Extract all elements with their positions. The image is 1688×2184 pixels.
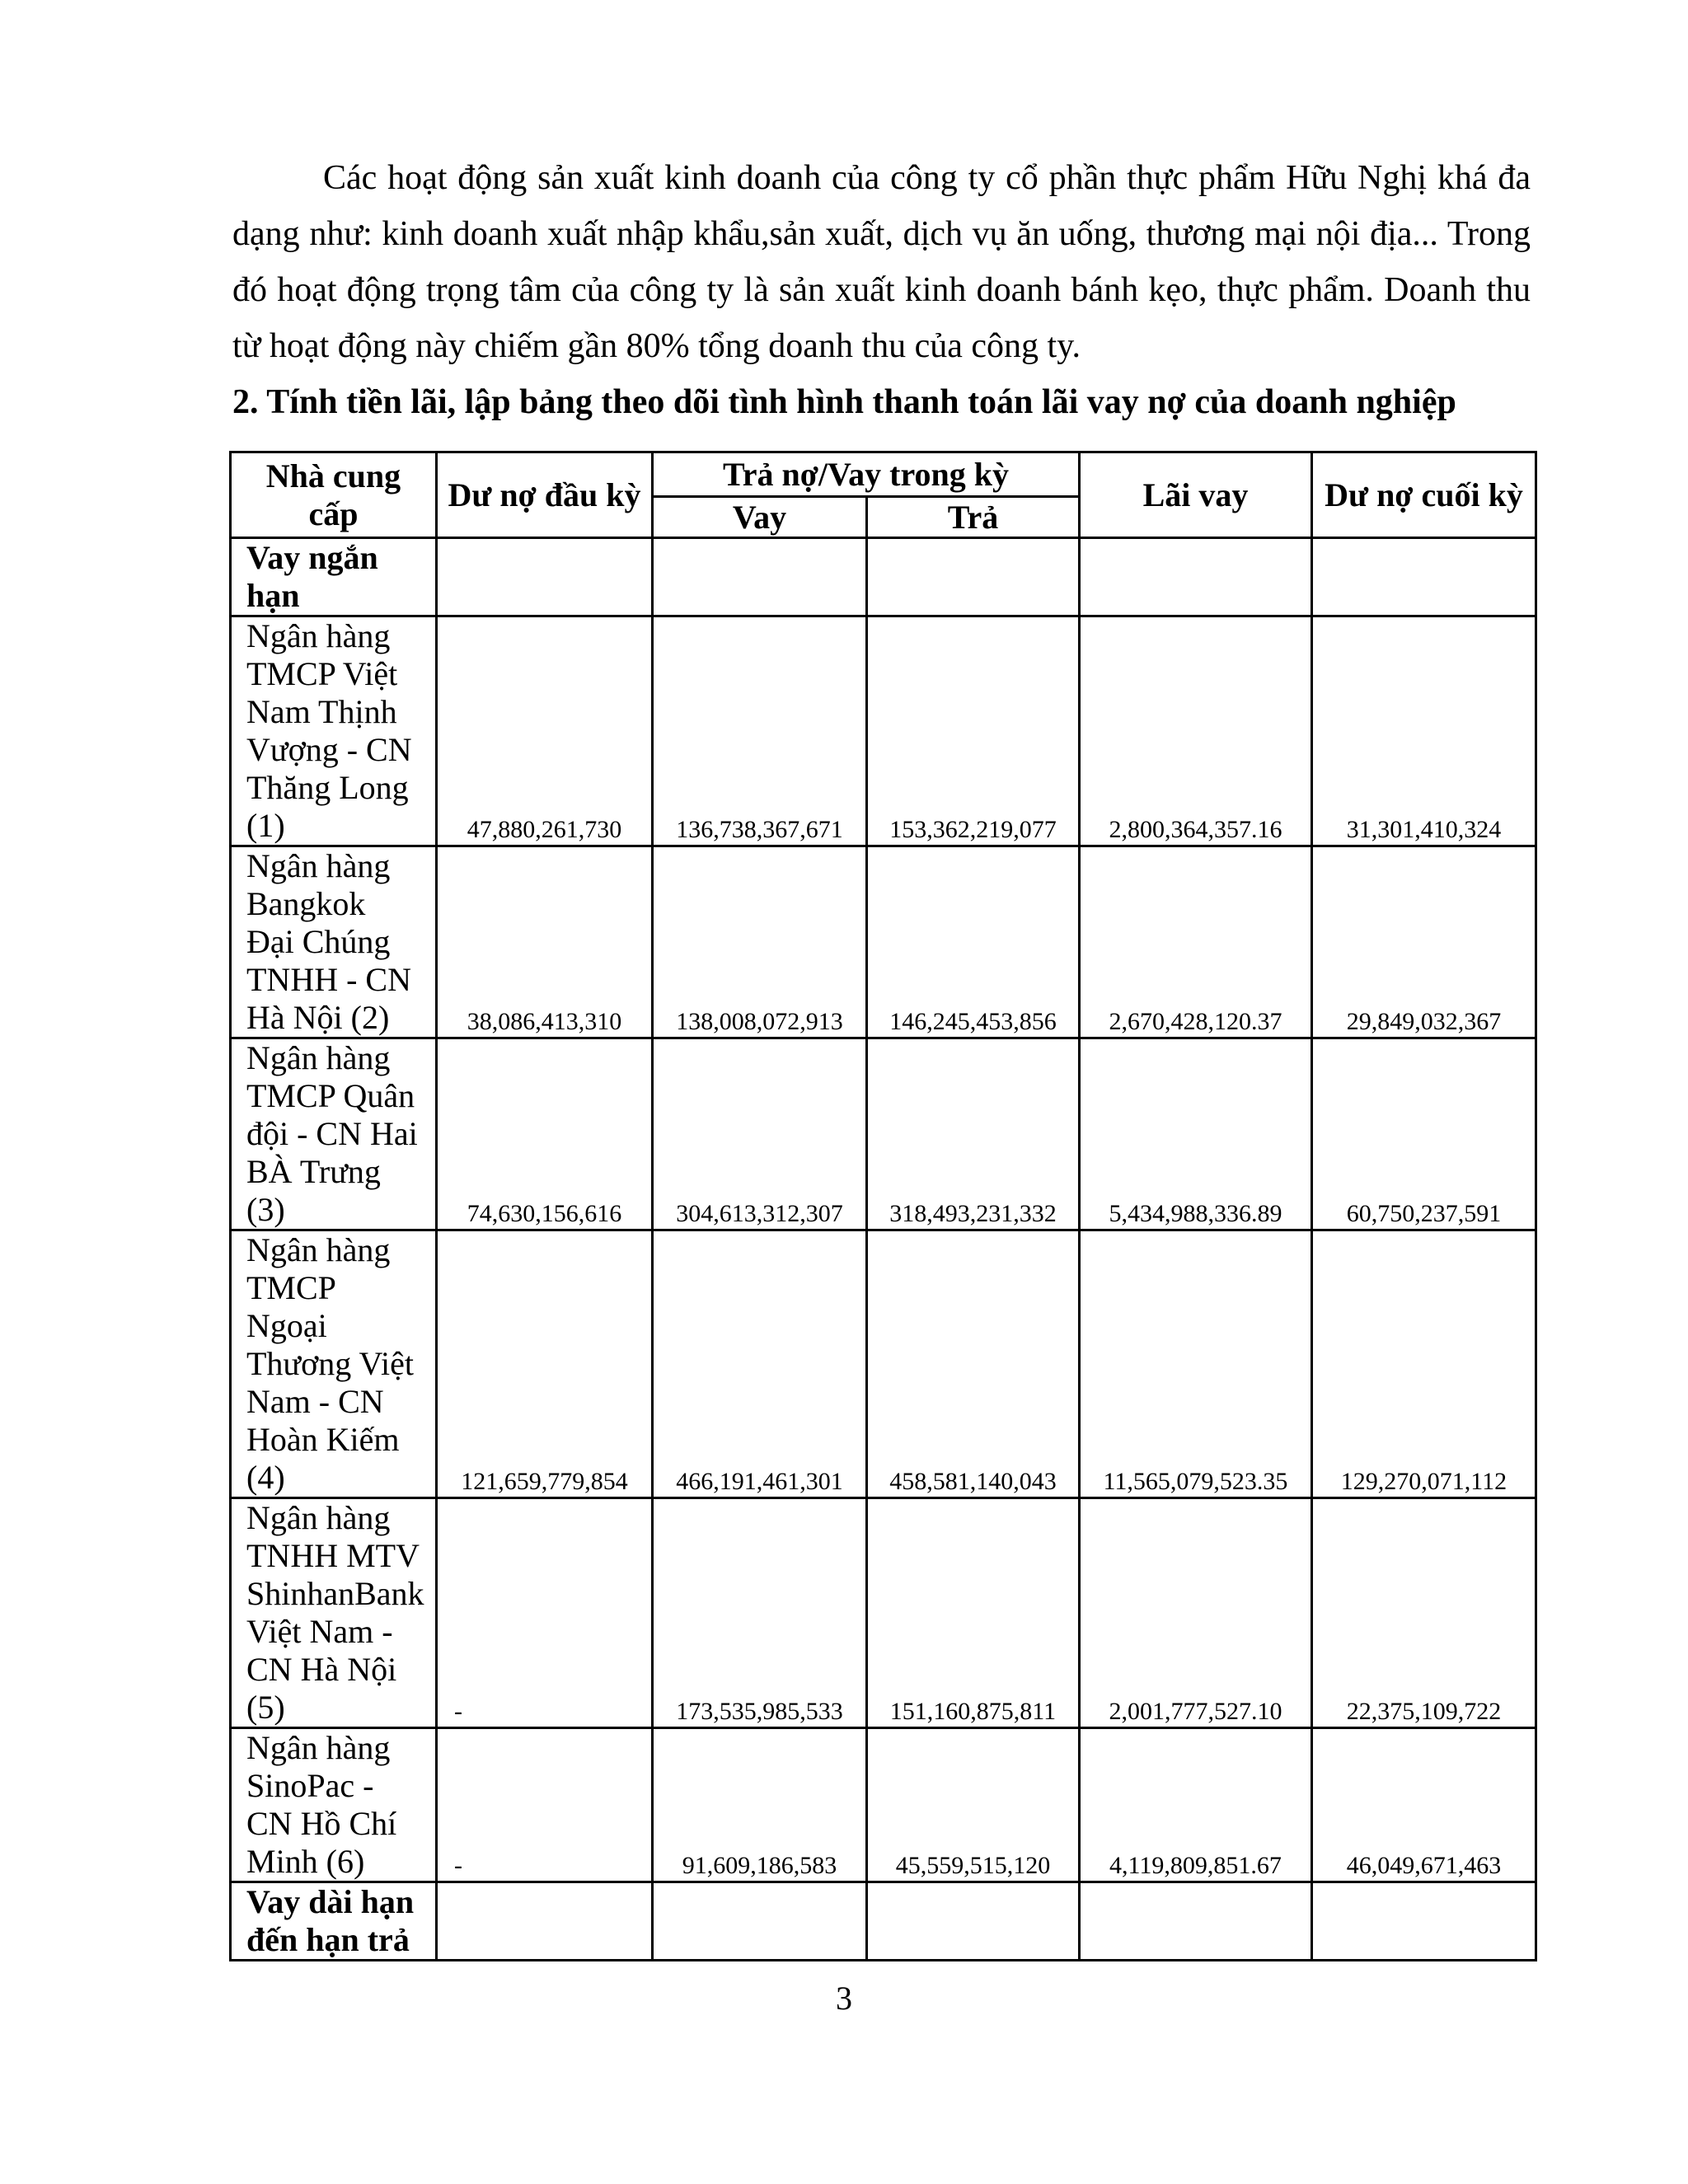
opening-balance: - <box>437 1728 653 1882</box>
repay-amount: 45,559,515,120 <box>867 1728 1080 1882</box>
closing-balance: 31,301,410,324 <box>1312 616 1536 846</box>
header-supplier: Nhà cung cấp <box>231 452 437 538</box>
opening-balance: 38,086,413,310 <box>437 846 653 1038</box>
header-opening-balance: Dư nợ đầu kỳ <box>437 452 653 538</box>
interest-amount: 5,434,988,336.89 <box>1080 1038 1312 1230</box>
opening-balance: - <box>437 1498 653 1728</box>
bank-name: Ngân hàng TMCP Việt Nam Thịnh Vượng - CN Thăng Long (1) <box>231 616 437 846</box>
table-row <box>231 846 1536 1038</box>
borrow-amount: 138,008,072,913 <box>653 846 867 1038</box>
page-number: 3 <box>836 1980 852 2017</box>
section-row-short-term <box>231 538 1536 616</box>
table-row <box>231 1728 1536 1882</box>
bank-name: Ngân hàng TMCP Quân đội - CN Hai BÀ Trưng (3) <box>231 1038 437 1230</box>
closing-balance: 129,270,071,112 <box>1312 1230 1536 1498</box>
borrow-amount: 173,535,985,533 <box>653 1498 867 1728</box>
opening-balance: 74,630,156,616 <box>437 1038 653 1230</box>
closing-balance: 22,375,109,722 <box>1312 1498 1536 1728</box>
repay-amount: 146,245,453,856 <box>867 846 1080 1038</box>
borrow-amount: 91,609,186,583 <box>653 1728 867 1882</box>
table-row <box>231 616 1536 846</box>
borrow-amount: 304,613,312,307 <box>653 1038 867 1230</box>
repay-amount: 151,160,875,811 <box>867 1498 1080 1728</box>
bank-name: Ngân hàng Bangkok Đại Chúng TNHH - CN Hà Nội (2) <box>231 846 437 1038</box>
header-borrow: Vay <box>653 497 867 538</box>
closing-balance: 46,049,671,463 <box>1312 1728 1536 1882</box>
interest-amount: 2,800,364,357.16 <box>1080 616 1312 846</box>
bank-name: Ngân hàng TMCP Ngoại Thương Việt Nam - CN Hoàn Kiếm (4) <box>231 1230 437 1498</box>
long-term-label: Vay dài hạn đến hạn trả <box>231 1882 437 1961</box>
bank-name: Ngân hàng TNHH MTV ShinhanBank Việt Nam - CN Hà Nội (5) <box>231 1498 437 1728</box>
table-row <box>231 1498 1536 1728</box>
header-in-period: Trả nợ/Vay trong kỳ <box>653 452 1080 497</box>
interest-amount: 11,565,079,523.35 <box>1080 1230 1312 1498</box>
section-heading: 2. Tính tiền lãi, lập bảng theo dõi tình hình thanh toán lãi vay nợ của doanh nghiệp <box>232 383 1456 421</box>
header-repay: Trả <box>867 497 1080 538</box>
opening-balance: 47,880,261,730 <box>437 616 653 846</box>
interest-amount: 4,119,809,851.67 <box>1080 1728 1312 1882</box>
borrow-amount: 136,738,367,671 <box>653 616 867 846</box>
bank-name: Ngân hàng SinoPac - CN Hồ Chí Minh (6) <box>231 1728 437 1882</box>
intro-paragraph: Các hoạt động sản xuất kinh doanh của công ty cổ phần thực phẩm Hữu Nghị khá đa dạng như: kinh doanh xuất nhập khẩu,sản xuất, dịch vụ ăn uống, thương mại nội địa... Trong đó hoạt động trọng tâm của công ty là sản xuất kinh doanh bánh kẹo, thực phẩm. Doanh thu từ hoạt động này chiếm gần 80% tổng doanh thu của công ty. <box>232 159 1531 365</box>
borrow-amount: 466,191,461,301 <box>653 1230 867 1498</box>
closing-balance: 60,750,237,591 <box>1312 1038 1536 1230</box>
table-row <box>231 1230 1536 1498</box>
loan-interest-table <box>229 451 1537 1961</box>
closing-balance: 29,849,032,367 <box>1312 846 1536 1038</box>
opening-balance: 121,659,779,854 <box>437 1230 653 1498</box>
repay-amount: 153,362,219,077 <box>867 616 1080 846</box>
repay-amount: 458,581,140,043 <box>867 1230 1080 1498</box>
short-term-label: Vay ngắn hạn <box>231 538 437 616</box>
section-row-long-term <box>231 1882 1536 1961</box>
header-interest: Lãi vay <box>1080 452 1312 538</box>
repay-amount: 318,493,231,332 <box>867 1038 1080 1230</box>
interest-amount: 2,670,428,120.37 <box>1080 846 1312 1038</box>
table-row <box>231 1038 1536 1230</box>
header-closing-balance: Dư nợ cuối kỳ <box>1312 452 1536 538</box>
interest-amount: 2,001,777,527.10 <box>1080 1498 1312 1728</box>
